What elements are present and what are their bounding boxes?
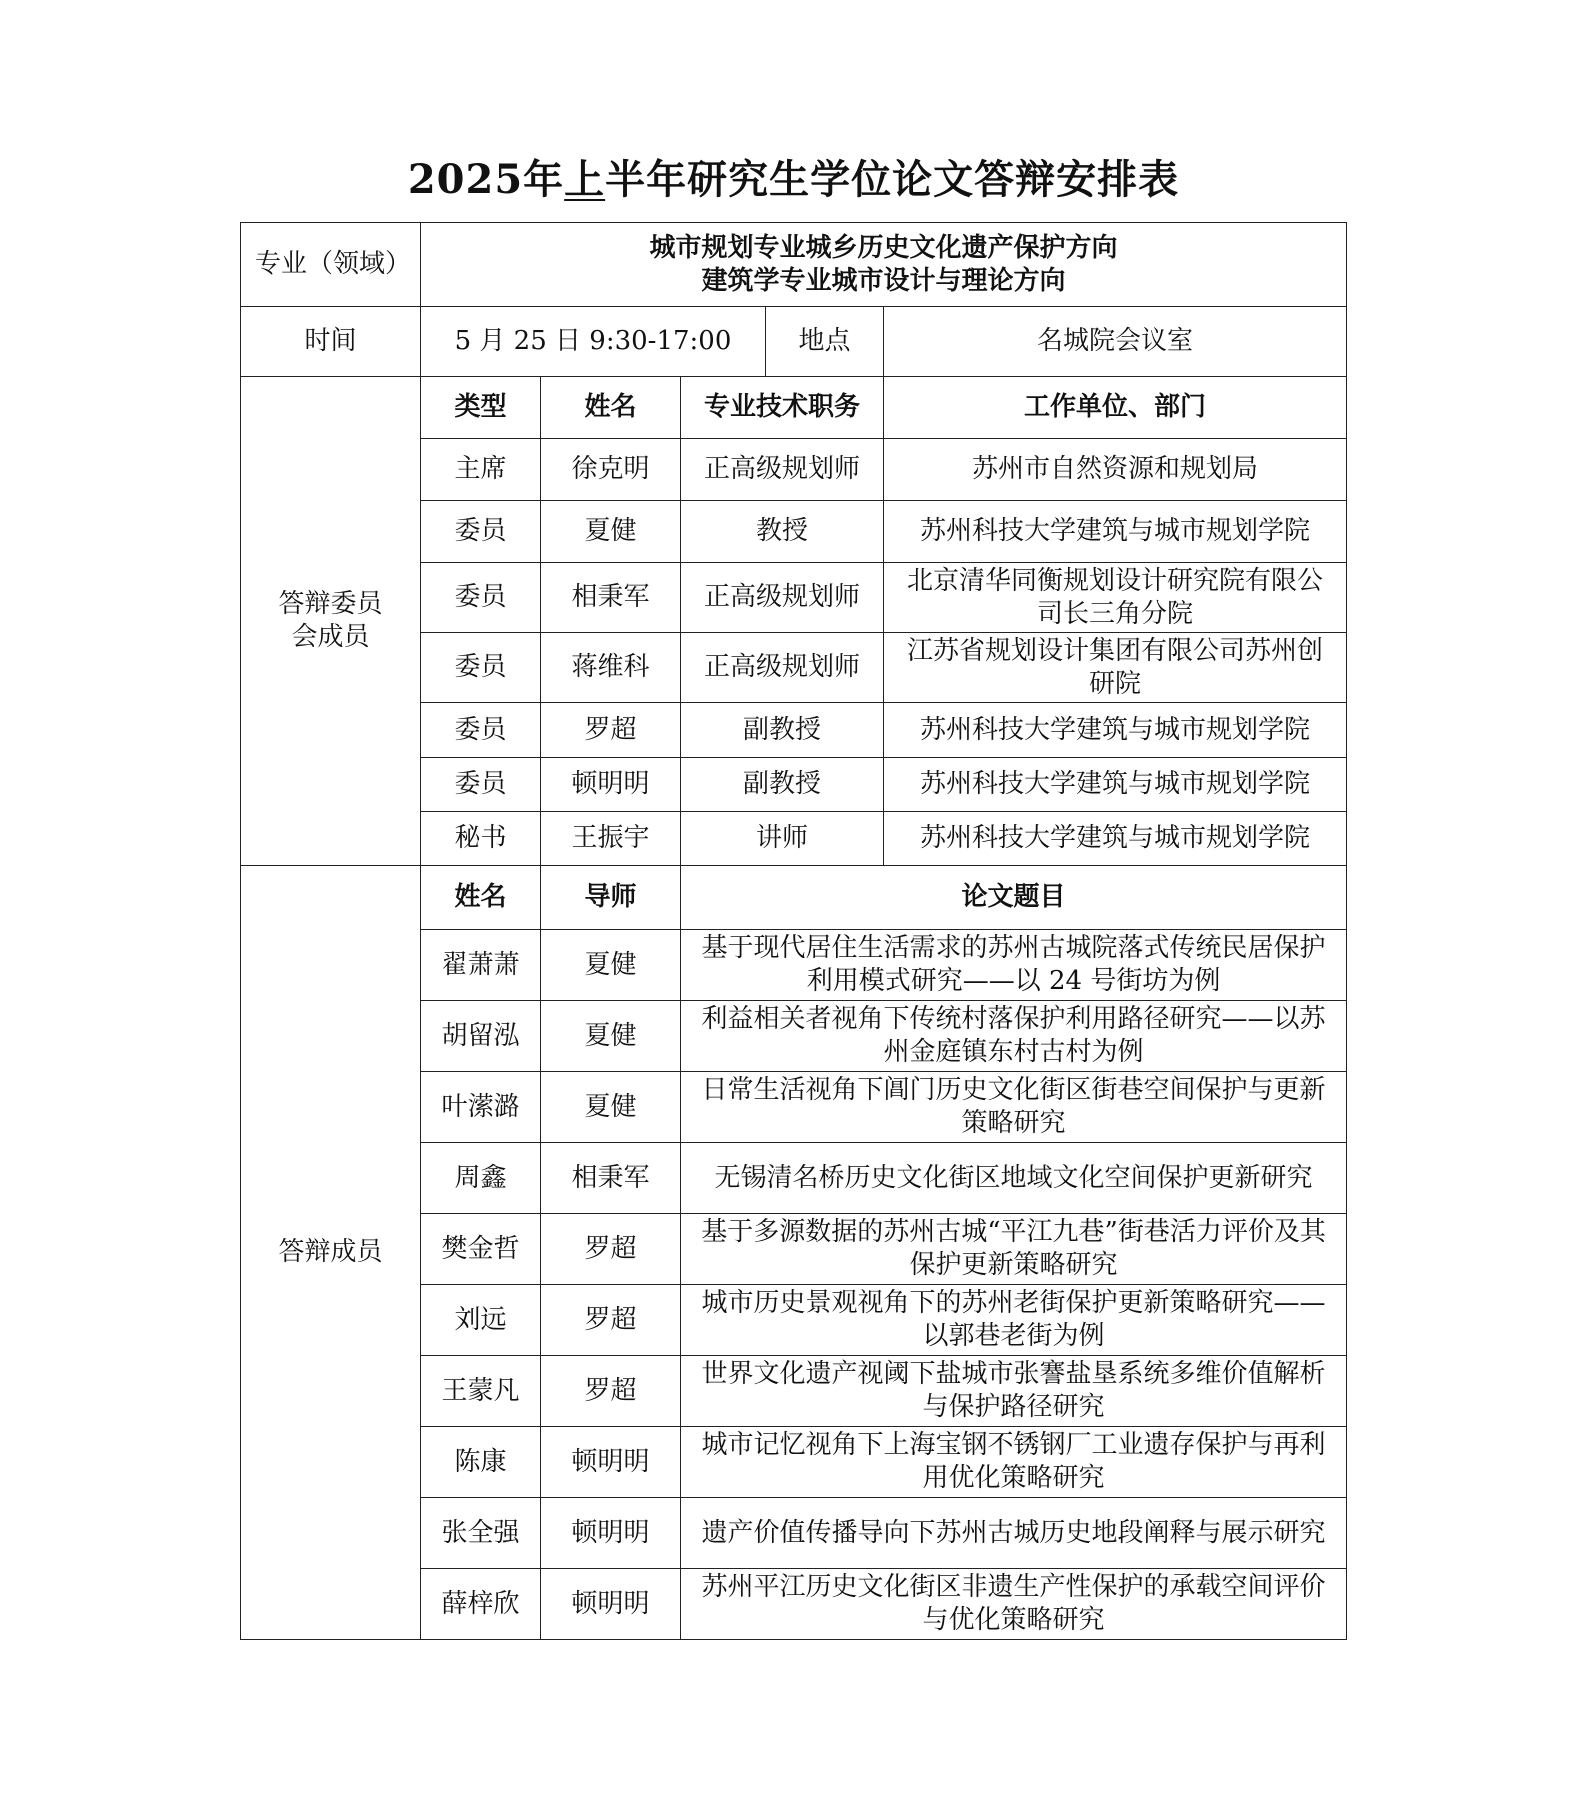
- student-name: 周鑫: [421, 1143, 541, 1214]
- student-name: 翟萧萧: [421, 930, 541, 1001]
- students-header-row: [241, 866, 1347, 930]
- member-unit: 苏州科技大学建筑与城市规划学院: [884, 812, 1347, 866]
- member-name: 王振宇: [541, 812, 681, 866]
- member-role: 委员: [421, 758, 541, 812]
- student-name: 张全强: [421, 1498, 541, 1569]
- student-thesis: 利益相关者视角下传统村落保护利用路径研究——以苏州金庭镇东村古村为例: [681, 1001, 1347, 1072]
- student-name: 刘远: [421, 1285, 541, 1356]
- student-thesis: 基于多源数据的苏州古城“平江九巷”街巷活力评价及其保护更新策略研究: [681, 1214, 1347, 1285]
- student-name: 叶潆潞: [421, 1072, 541, 1143]
- title-suffix: 半年研究生学位论文答辩安排表: [605, 156, 1180, 203]
- student-name: 王蒙凡: [421, 1356, 541, 1427]
- member-title: 副教授: [681, 758, 884, 812]
- member-role: 主席: [421, 439, 541, 501]
- title-underlined: 上: [564, 156, 606, 203]
- member-name: 罗超: [541, 703, 681, 758]
- header-student-name: 姓名: [421, 866, 541, 930]
- major-line-2: 建筑学专业城市设计与理论方向: [701, 265, 1066, 296]
- member-name: 顿明明: [541, 758, 681, 812]
- member-title: 副教授: [681, 703, 884, 758]
- student-thesis: 城市记忆视角下上海宝钢不锈钢厂工业遗存保护与再利用优化策略研究: [681, 1427, 1347, 1498]
- member-unit: 苏州市自然资源和规划局: [884, 439, 1347, 501]
- student-thesis: 基于现代居住生活需求的苏州古城院落式传统民居保护利用模式研究——以 24 号街坊为例: [681, 930, 1347, 1001]
- member-role: 委员: [421, 633, 541, 703]
- committee-header-row: [241, 377, 1347, 439]
- student-name: 陈康: [421, 1427, 541, 1498]
- major-label: 专业（领域）: [241, 223, 421, 307]
- member-title: 正高级规划师: [681, 633, 884, 703]
- defense-schedule-table: [240, 222, 1347, 1640]
- title-prefix: 2025年: [407, 156, 565, 203]
- place-label: 地点: [766, 307, 884, 377]
- time-row: [241, 307, 1347, 377]
- header-title: 专业技术职务: [681, 377, 884, 439]
- student-thesis: 世界文化遗产视阈下盐城市张謇盐垦系统多维价值解析与保护路径研究: [681, 1356, 1347, 1427]
- member-title: 正高级规划师: [681, 563, 884, 633]
- member-name: 相秉军: [541, 563, 681, 633]
- member-title: 教授: [681, 501, 884, 563]
- member-role: 秘书: [421, 812, 541, 866]
- header-advisor: 导师: [541, 866, 681, 930]
- student-thesis: 苏州平江历史文化街区非遗生产性保护的承载空间评价与优化策略研究: [681, 1569, 1347, 1640]
- student-advisor: 夏健: [541, 930, 681, 1001]
- header-name: 姓名: [541, 377, 681, 439]
- time-label: 时间: [241, 307, 421, 377]
- member-unit: 北京清华同衡规划设计研究院有限公司长三角分院: [884, 563, 1347, 633]
- member-unit: 苏州科技大学建筑与城市规划学院: [884, 501, 1347, 563]
- place-value: 名城院会议室: [884, 307, 1347, 377]
- student-advisor: 顿明明: [541, 1569, 681, 1640]
- student-thesis: 无锡清名桥历史文化街区地域文化空间保护更新研究: [681, 1143, 1347, 1214]
- header-unit: 工作单位、部门: [884, 377, 1347, 439]
- student-advisor: 罗超: [541, 1285, 681, 1356]
- student-advisor: 罗超: [541, 1214, 681, 1285]
- member-unit: 江苏省规划设计集团有限公司苏州创研院: [884, 633, 1347, 703]
- student-thesis: 城市历史景观视角下的苏州老街保护更新策略研究——以郭巷老街为例: [681, 1285, 1347, 1356]
- student-advisor: 夏健: [541, 1001, 681, 1072]
- student-name: 胡留泓: [421, 1001, 541, 1072]
- member-name: 夏健: [541, 501, 681, 563]
- member-title: 正高级规划师: [681, 439, 884, 501]
- student-thesis: 遗产价值传播导向下苏州古城历史地段阐释与展示研究: [681, 1498, 1347, 1569]
- header-role: 类型: [421, 377, 541, 439]
- member-name: 蒋维科: [541, 633, 681, 703]
- student-advisor: 顿明明: [541, 1427, 681, 1498]
- committee-label-line-1: 答辩委员: [278, 589, 383, 619]
- major-value: [421, 223, 1347, 307]
- major-line-1: 城市规划专业城乡历史文化遗产保护方向: [649, 232, 1118, 263]
- students-section-label: 答辩成员: [241, 866, 421, 1640]
- time-value: 5 月 25 日 9:30-17:00: [421, 307, 766, 377]
- member-name: 徐克明: [541, 439, 681, 501]
- student-advisor: 相秉军: [541, 1143, 681, 1214]
- member-role: 委员: [421, 501, 541, 563]
- header-thesis: 论文题目: [681, 866, 1347, 930]
- student-thesis: 日常生活视角下阊门历史文化街区街巷空间保护与更新策略研究: [681, 1072, 1347, 1143]
- student-name: 樊金哲: [421, 1214, 541, 1285]
- major-row: [241, 223, 1347, 307]
- committee-label-line-2: 会成员: [291, 622, 370, 652]
- student-advisor: 夏健: [541, 1072, 681, 1143]
- student-name: 薛梓欣: [421, 1569, 541, 1640]
- member-unit: 苏州科技大学建筑与城市规划学院: [884, 758, 1347, 812]
- student-advisor: 顿明明: [541, 1498, 681, 1569]
- student-advisor: 罗超: [541, 1356, 681, 1427]
- member-unit: 苏州科技大学建筑与城市规划学院: [884, 703, 1347, 758]
- committee-section-label: [241, 377, 421, 866]
- member-title: 讲师: [681, 812, 884, 866]
- page-title: [0, 150, 1587, 210]
- member-role: 委员: [421, 563, 541, 633]
- member-role: 委员: [421, 703, 541, 758]
